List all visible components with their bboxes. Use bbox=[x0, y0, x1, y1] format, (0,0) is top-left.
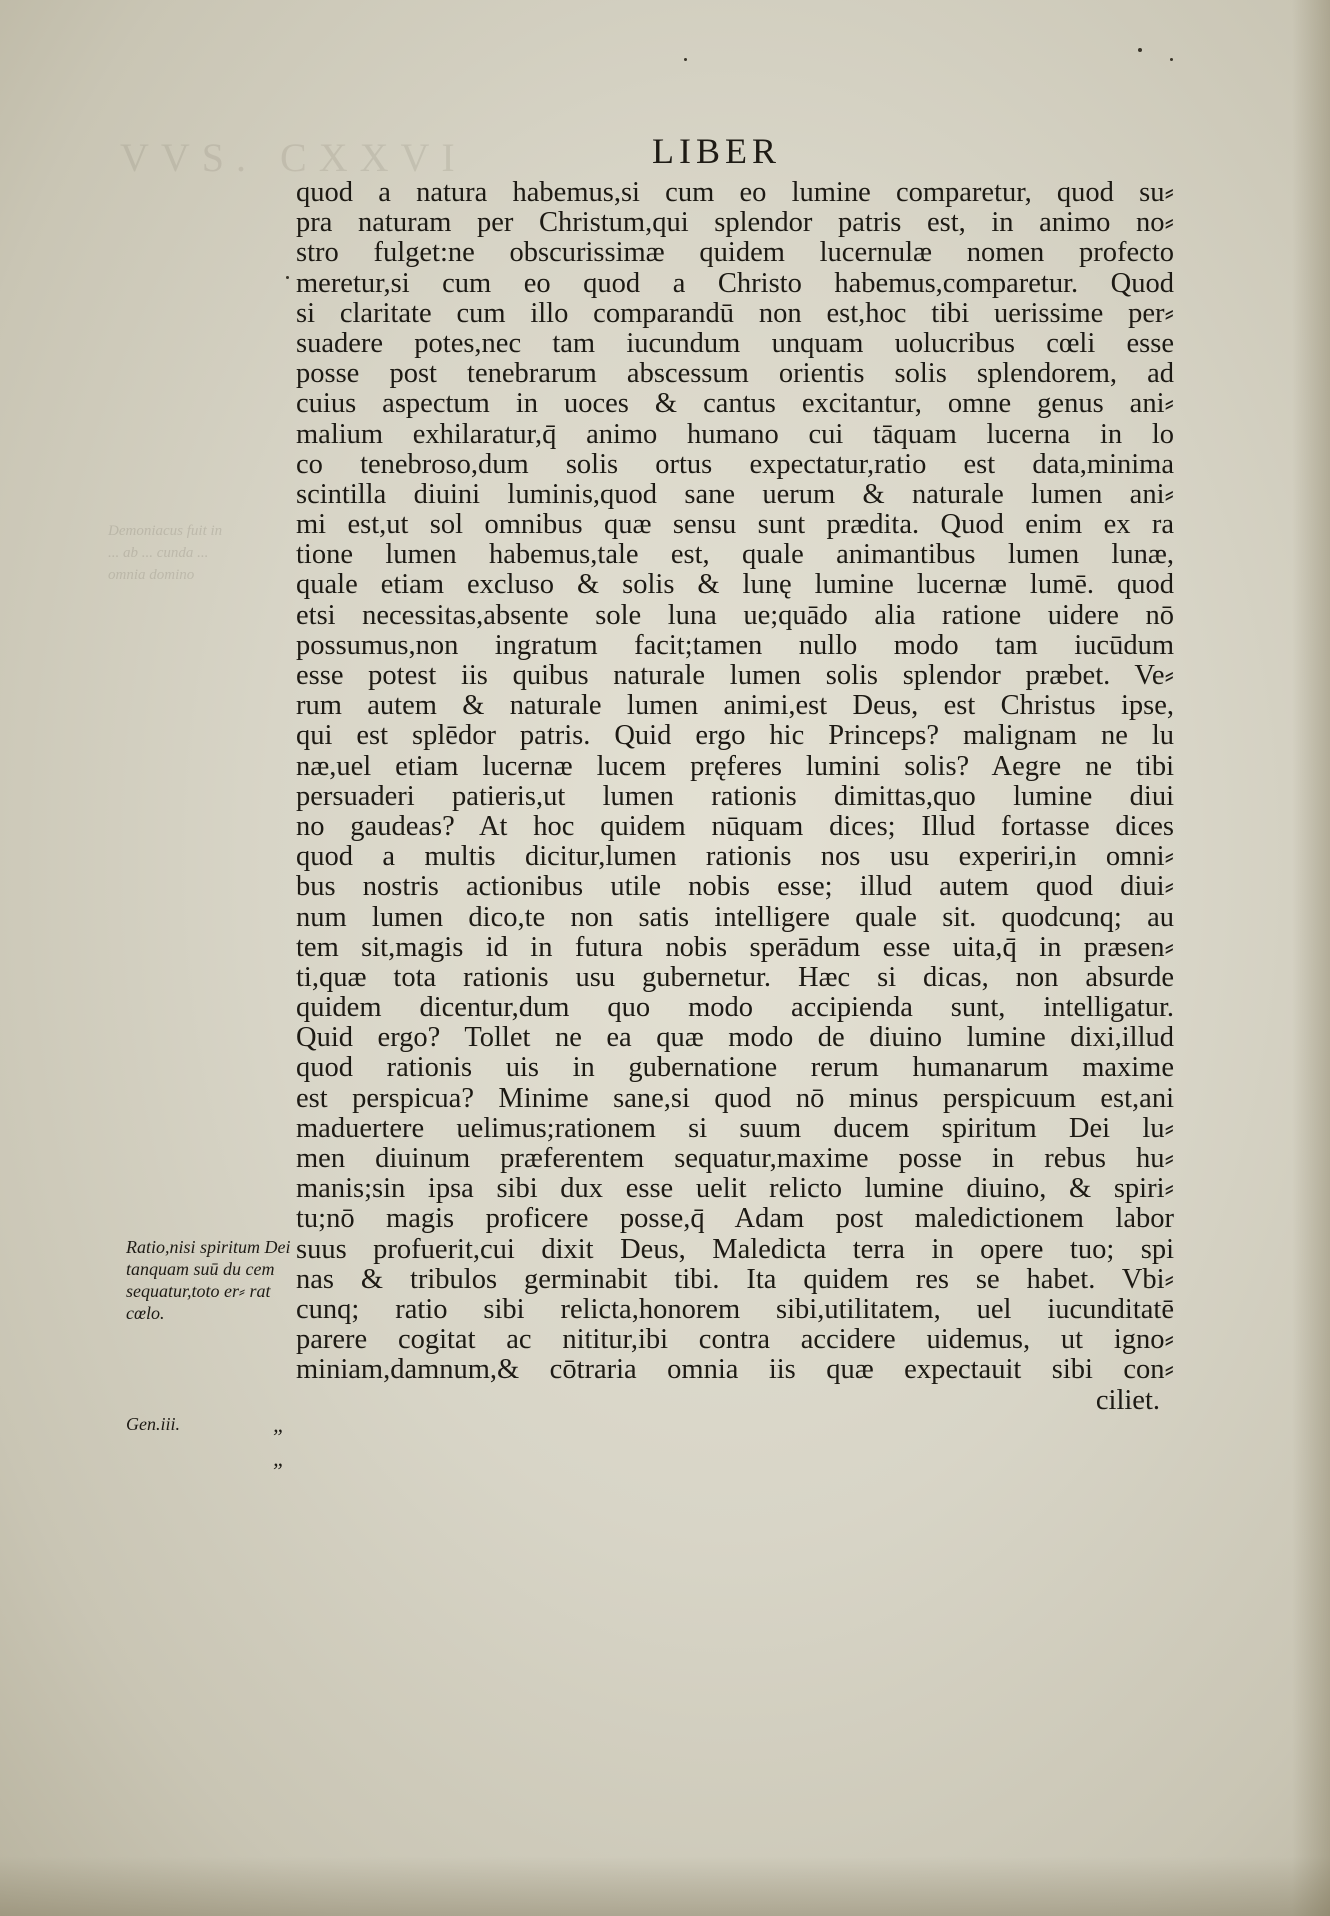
bleed-through-heading: VVS. CXXVI bbox=[120, 135, 467, 180]
text-line: parere cogitat ac nititur,ibi contra accidere uidemus, ut igno⸗ bbox=[296, 1324, 1174, 1356]
text-line: suus profuerit,cui dixit Deus, Maledicta terra in opere tuo; spi bbox=[296, 1233, 1174, 1265]
text-line: mi est,ut sol omnibus quæ sensu sunt prædita. Quod enim ex ra bbox=[296, 509, 1174, 541]
text-line: stro fulget:ne obscurissimæ quidem lucernulæ nomen profecto bbox=[296, 237, 1174, 269]
ink-speck bbox=[286, 276, 289, 279]
text-line: Quid ergo? Tollet ne ea quæ modo de diuino lumine dixi,illud bbox=[296, 1022, 1174, 1054]
text-line: rum autem & naturale lumen animi,est Deus, est Christus ipse, bbox=[296, 690, 1174, 722]
text-line: miniam,damnum,& cōtraria omnia iis quæ expectauit sibi con⸗ bbox=[296, 1354, 1174, 1386]
text-line: tione lumen habemus,tale est, quale animantibus lumen lunæ, bbox=[296, 539, 1174, 571]
text-line: men diuinum præferentem sequatur,maxime posse in rebus hu⸗ bbox=[296, 1143, 1174, 1174]
text-line: maduertere uelimus;rationem si suum ducem spiritum Dei lu⸗ bbox=[296, 1112, 1174, 1144]
text-line: malium exhilaratur,q̄ animo humano cui tāquam lucerna in lo bbox=[296, 418, 1174, 450]
text-line: est perspicua? Minime sane,si quod nō minus perspicuum est,ani bbox=[296, 1082, 1174, 1114]
text-line: suadere potes,nec tam iucundum unquam uolucribus cœli esse bbox=[296, 327, 1174, 359]
text-line: co tenebroso,dum solis ortus expectatur,ratio est data,minima bbox=[296, 448, 1174, 480]
ink-speck bbox=[1170, 58, 1173, 61]
page-edge-shadow-bottom bbox=[0, 1856, 1330, 1916]
text-line: nas & tribulos germinabit tibi. Ita quidem res se habet. Vbi⸗ bbox=[296, 1263, 1174, 1295]
text-line: cunq; ratio sibi relicta,honorem sibi,utilitatem, uel iucunditatē bbox=[296, 1293, 1174, 1325]
text-line: quod a multis dicitur,lumen rationis nos usu experiri,in omni⸗ bbox=[296, 841, 1174, 873]
quotation-mark: „ bbox=[273, 1412, 286, 1437]
text-line: quod a natura habemus,si cum eo lumine comparetur, quod su⸗ bbox=[296, 177, 1174, 208]
ink-speck bbox=[684, 58, 687, 61]
text-line: manis;sin ipsa sibi dux esse uelit relicto lumine diuino, & spiri⸗ bbox=[296, 1173, 1174, 1205]
text-line: ciliet. bbox=[1095, 1384, 1160, 1416]
text-line: no gaudeas? At hoc quidem nūquam dices; Illud fortasse dices bbox=[296, 810, 1174, 842]
bleed-through-margin-note: Demoniacus fuit in ... ab ... cunda ... omnia domino bbox=[108, 523, 223, 583]
text-line: esse potest iis quibus naturale lumen solis splendor præbet. Ve⸗ bbox=[296, 660, 1174, 691]
text-line: pra naturam per Christum,qui splendor patris est, in animo no⸗ bbox=[296, 207, 1174, 239]
marginal-note: Ratio,nisi spiritum Dei tanquam suū du cem sequatur,toto er⸗ rat cœlo. bbox=[126, 1237, 291, 1323]
text-line: bus nostris actionibus utile nobis esse; illud autem quod diui⸗ bbox=[296, 871, 1174, 903]
running-head: LIBER bbox=[652, 131, 781, 171]
body-text bbox=[296, 178, 1174, 1416]
text-line: num lumen dico,te non satis intelligere quale sit. quodcunq; au bbox=[296, 901, 1174, 933]
marginal-reference: Gen.iii. bbox=[126, 1414, 180, 1434]
text-line: si claritate cum illo comparandū non est,hoc tibi uerissime per⸗ bbox=[296, 297, 1174, 329]
text-line: quod rationis uis in gubernatione rerum humanarum maxime bbox=[296, 1052, 1174, 1084]
text-line: posse post tenebrarum abscessum orientis solis splendorem, ad bbox=[296, 358, 1174, 390]
text-line: tu;nō magis proficere posse,q̄ Adam post maledictionem labor bbox=[296, 1203, 1174, 1235]
text-line: tem sit,magis id in futura nobis sperādum esse uita,q̄ in præsen⸗ bbox=[296, 931, 1174, 963]
text-line: cuius aspectum in uoces & cantus excitantur, omne genus ani⸗ bbox=[296, 388, 1174, 420]
text-line: persuaderi patieris,ut lumen rationis dimittas,quo lumine diui bbox=[296, 780, 1174, 812]
page-edge-shadow-right bbox=[1292, 0, 1330, 1916]
text-line: qui est splēdor patris. Quid ergo hic Princeps? malignam ne lu bbox=[296, 720, 1174, 752]
text-line: possumus,non ingratum facit;tamen nullo modo tam iucūdum bbox=[296, 629, 1174, 661]
text-line: etsi necessitas,absente sole luna ue;quādo alia ratione uidere nō bbox=[296, 599, 1174, 631]
text-line: quale etiam excluso & solis & lunę lumine lucernæ lumē. quod bbox=[296, 569, 1174, 601]
quotation-mark: „ bbox=[273, 1446, 286, 1471]
text-line: meretur,si cum eo quod a Christo habemus,comparetur. Quod bbox=[296, 267, 1174, 299]
text-line: ti,quæ tota rationis usu gubernetur. Hæc si dicas, non absurde bbox=[296, 961, 1174, 993]
ink-speck bbox=[1138, 48, 1142, 52]
text-line: næ,uel etiam lucernæ lucem pręferes lumini solis? Aegre ne tibi bbox=[296, 750, 1174, 782]
text-line: quidem dicentur,dum quo modo accipienda sunt, intelligatur. bbox=[296, 992, 1174, 1024]
text-line: scintilla diuini luminis,quod sane uerum & naturale lumen ani⸗ bbox=[296, 478, 1174, 510]
